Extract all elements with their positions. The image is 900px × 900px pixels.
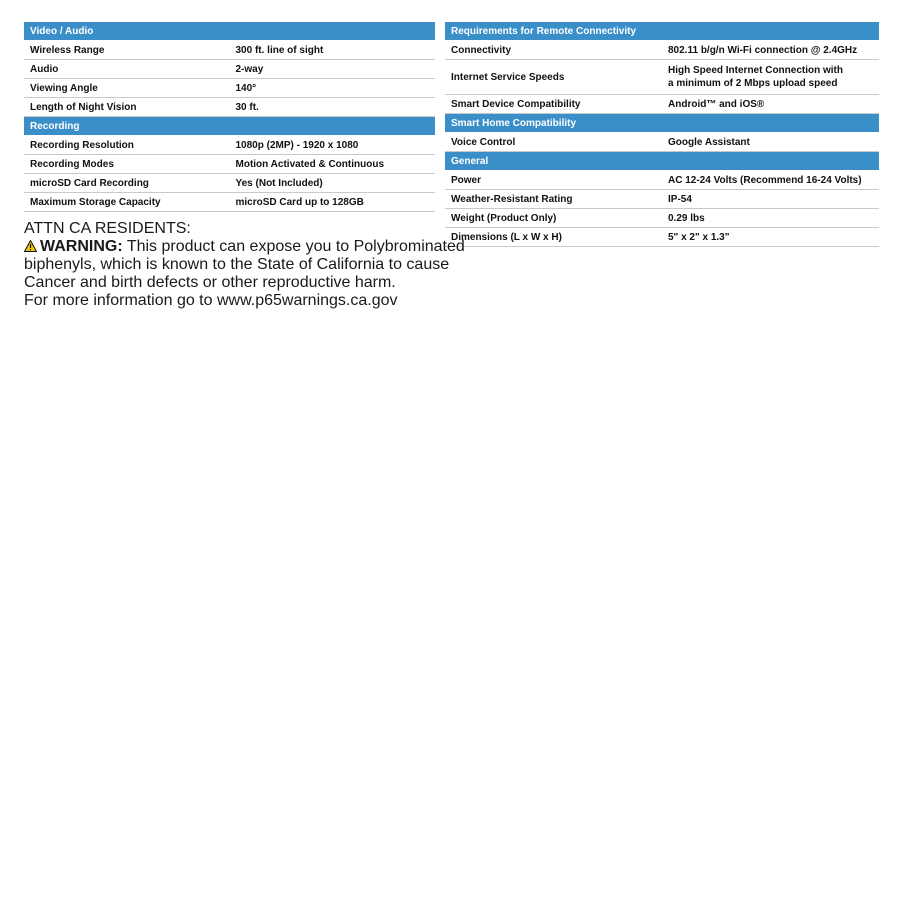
spec-label: Smart Device Compatibility — [445, 95, 662, 114]
section-title: Requirements for Remote Connectivity — [445, 22, 879, 41]
spec-row-voice-control — [445, 133, 879, 152]
warning-text: This product can expose you to Polybrominated — [122, 238, 465, 255]
warning-link-line: For more information go to www.p65warnings.ca.gov — [24, 292, 398, 309]
spec-value: Android™ and iOS® — [662, 95, 879, 114]
section-header-remote-connectivity — [445, 22, 879, 41]
spec-label: Internet Service Speeds — [445, 60, 662, 95]
spec-label: Weight (Product Only) — [445, 209, 662, 228]
spec-row-internet-speeds — [445, 60, 879, 95]
left-spec-table — [24, 22, 435, 212]
spec-label: Recording Resolution — [24, 136, 230, 155]
spec-label: Weather-Resistant Rating — [445, 190, 662, 209]
warning-line: Cancer and birth defects or other reproductive harm. — [24, 274, 396, 291]
spec-value: IP-54 — [662, 190, 879, 209]
spec-row-recording-resolution — [24, 136, 435, 155]
warning-line — [24, 238, 465, 256]
spec-value: 802.11 b/g/n Wi-Fi connection @ 2.4GHz — [662, 41, 879, 60]
spec-value — [662, 60, 879, 95]
warning-line: biphenyls, which is known to the State of California to cause — [24, 256, 450, 273]
spec-value-line: a minimum of 2 Mbps upload speed — [668, 78, 838, 89]
spec-row-microsd-recording — [24, 174, 435, 193]
warning-triangle-icon — [24, 240, 37, 252]
spec-label: Recording Modes — [24, 155, 230, 174]
spec-value: AC 12-24 Volts (Recommend 16-24 Volts) — [662, 171, 879, 190]
section-header-smart-home — [445, 114, 879, 133]
warning-heading: ATTN CA RESIDENTS: — [24, 220, 191, 237]
spec-value: 0.29 lbs — [662, 209, 879, 228]
spec-value: Yes (Not Included) — [230, 174, 436, 193]
section-title: Video / Audio — [24, 22, 435, 41]
spec-row-viewing-angle — [24, 79, 435, 98]
left-spec-column — [24, 22, 435, 212]
spec-value: 30 ft. — [230, 98, 436, 117]
spec-label: microSD Card Recording — [24, 174, 230, 193]
section-header-video-audio — [24, 22, 435, 41]
spec-label: Power — [445, 171, 662, 190]
spec-value: 140° — [230, 79, 436, 98]
section-header-general — [445, 152, 879, 171]
spec-row-audio — [24, 60, 435, 79]
spec-value: 300 ft. line of sight — [230, 41, 436, 60]
spec-value: Google Assistant — [662, 133, 879, 152]
section-title: Recording — [24, 117, 435, 136]
spec-row-dimensions — [445, 228, 879, 247]
spec-label: Length of Night Vision — [24, 98, 230, 117]
spec-row-wireless-range — [24, 41, 435, 60]
spec-row-power — [445, 171, 879, 190]
spec-row-max-storage — [24, 193, 435, 212]
spec-value: 5" x 2" x 1.3" — [662, 228, 879, 247]
warning-label: WARNING: — [40, 238, 123, 255]
spec-value: 2-way — [230, 60, 436, 79]
spec-row-weather-rating — [445, 190, 879, 209]
spec-label: Audio — [24, 60, 230, 79]
spec-label: Viewing Angle — [24, 79, 230, 98]
spec-value-line: High Speed Internet Connection with — [668, 65, 843, 76]
spec-row-night-vision — [24, 98, 435, 117]
spec-row-weight — [445, 209, 879, 228]
spec-row-device-compatibility — [445, 95, 879, 114]
spec-label: Dimensions (L x W x H) — [445, 228, 662, 247]
right-spec-table — [445, 22, 879, 247]
section-title: Smart Home Compatibility — [445, 114, 879, 133]
spec-label: Wireless Range — [24, 41, 230, 60]
prop65-warning — [24, 220, 465, 310]
spec-label: Connectivity — [445, 41, 662, 60]
spec-label: Voice Control — [445, 133, 662, 152]
spec-row-connectivity — [445, 41, 879, 60]
right-spec-column — [445, 22, 879, 247]
section-title: General — [445, 152, 879, 171]
spec-value: 1080p (2MP) - 1920 x 1080 — [230, 136, 436, 155]
spec-value: microSD Card up to 128GB — [230, 193, 436, 212]
spec-row-recording-modes — [24, 155, 435, 174]
spec-label: Maximum Storage Capacity — [24, 193, 230, 212]
section-header-recording — [24, 117, 435, 136]
spec-value: Motion Activated & Continuous — [230, 155, 436, 174]
